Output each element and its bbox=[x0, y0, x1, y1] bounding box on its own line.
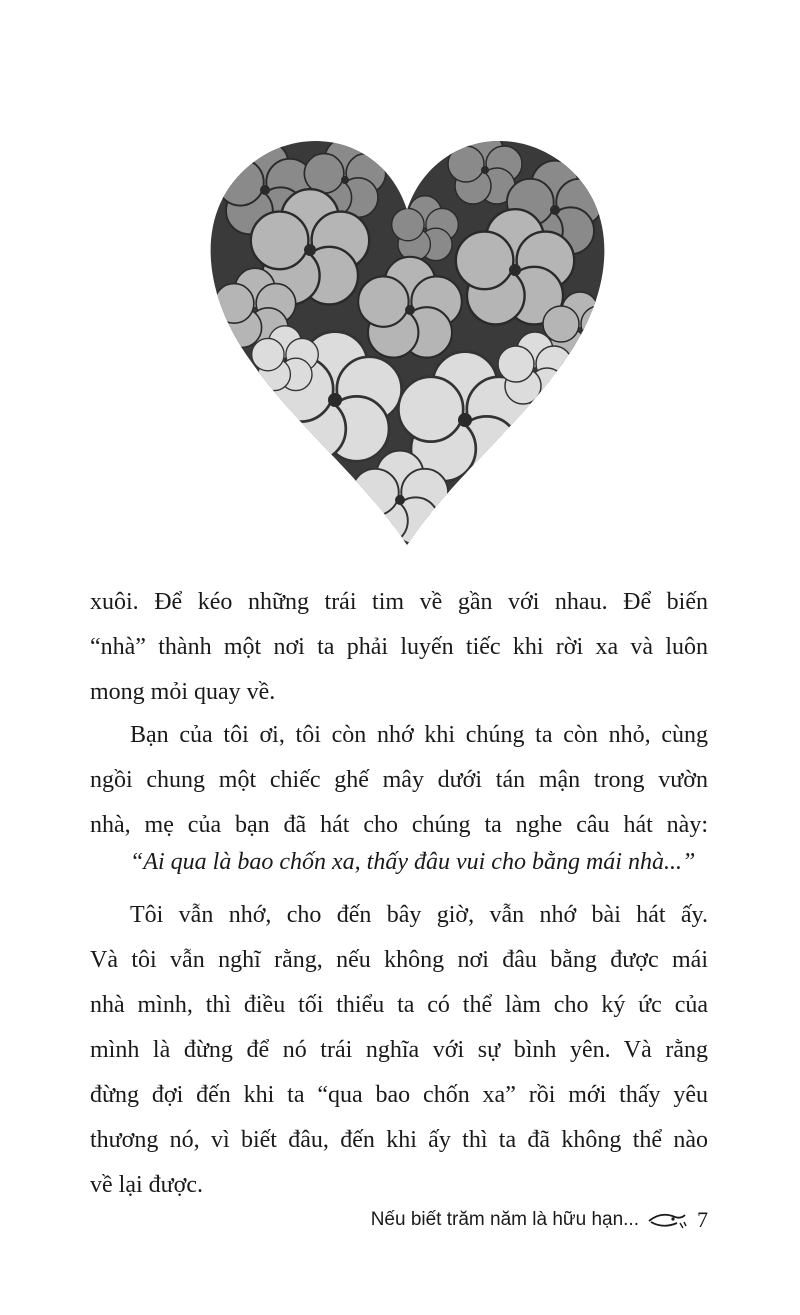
page-number: 7 bbox=[697, 1207, 708, 1232]
text-line: Và tôi vẫn nghĩ rằng, nếu không nơi đâu bằng được mái bbox=[90, 947, 708, 973]
paragraph-2 bbox=[90, 713, 708, 848]
song-quote bbox=[90, 840, 708, 885]
text-line: mình là đừng để nó trái nghĩa với sự bình yên. Và rằng bbox=[90, 1037, 708, 1063]
text-line: mong mỏi quay về. bbox=[90, 679, 276, 705]
text-line: Tôi vẫn nhớ, cho đến bây giờ, vẫn nhớ bài hát ấy. bbox=[130, 902, 708, 928]
text-line: đừng đợi đến khi ta “qua bao chốn xa” rồi mới thấy yêu bbox=[90, 1082, 708, 1108]
text-line: nhà, mẹ của bạn đã hát cho chúng ta nghe câu hát này: bbox=[90, 812, 708, 838]
paragraph-1 bbox=[90, 580, 708, 715]
page-footer bbox=[371, 1205, 708, 1235]
running-title: Nếu biết trăm năm là hữu hạn... bbox=[370, 1209, 639, 1230]
text-line: “Ai qua là bao chốn xa, thấy đâu vui cho bằng mái nhà...” bbox=[130, 849, 696, 875]
text-line: thương nó, vì biết đâu, đến khi ấy thì ta đã không thể nào bbox=[90, 1127, 708, 1153]
text-line: nhà mình, thì điều tối thiểu ta có thể làm cho ký ức của bbox=[90, 992, 708, 1018]
text-line: về lại được. bbox=[90, 1172, 203, 1198]
bird-ornament-icon bbox=[647, 1209, 689, 1231]
text-line: “nhà” thành một nơi ta phải luyến tiếc khi rời xa và luôn bbox=[90, 634, 708, 660]
flower-heart-icon bbox=[195, 120, 620, 550]
text-line: xuôi. Để kéo những trái tim về gần với nhau. Để biến bbox=[90, 589, 708, 615]
text-line: Bạn của tôi ơi, tôi còn nhớ khi chúng ta còn nhỏ, cùng bbox=[130, 722, 708, 748]
text-line: ngồi chung một chiếc ghế mây dưới tán mận trong vườn bbox=[90, 767, 708, 793]
paragraph-3 bbox=[90, 893, 708, 1208]
